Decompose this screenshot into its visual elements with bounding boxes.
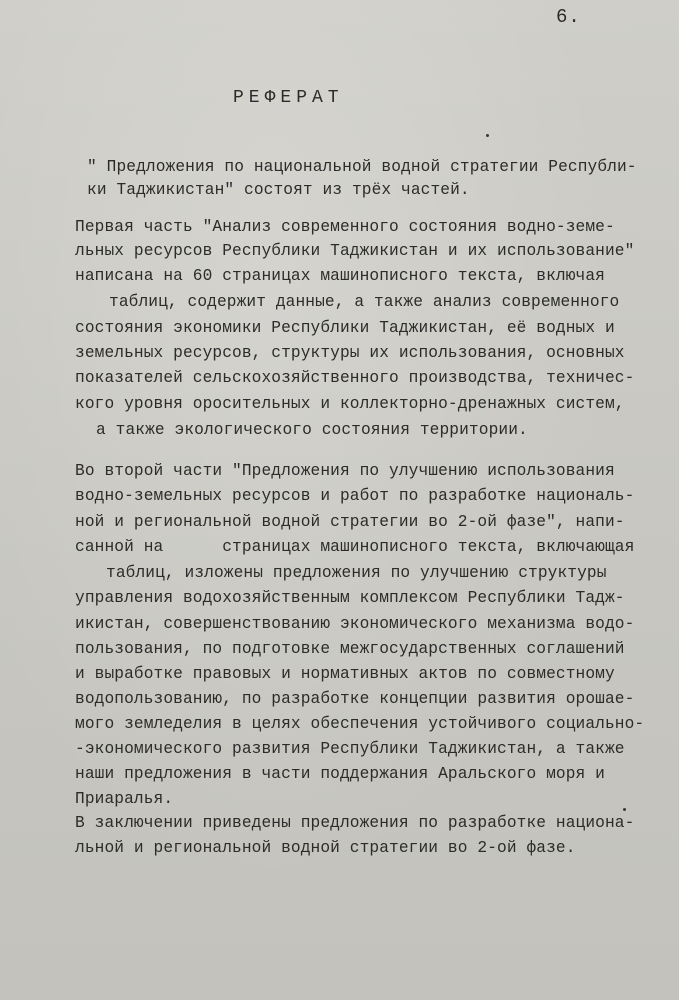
text-line: написана на 60 страницах машинописного текста, включая: [75, 267, 605, 285]
text-line: кого уровня оросительных и коллекторно-дренажных систем,: [75, 395, 625, 413]
text-line: " Предложения по национальной водной стратегии Республи-: [87, 158, 637, 176]
text-line: управления водохозяйственным комплексом Республики Тадж-: [75, 589, 625, 607]
page-number: 6.: [556, 6, 581, 28]
text-line: санной на страницах машинописного текста, включающая: [75, 538, 635, 556]
document-title: РЕФЕРАТ: [233, 88, 344, 108]
text-line: пользования, по подготовке межгосударственных соглашений: [75, 640, 625, 658]
text-line: -экономического развития Республики Таджикистан, а также: [75, 740, 625, 758]
text-line: состояния экономики Республики Таджикистан, её водных и: [75, 319, 615, 337]
text-line: а также экологического состояния территории.: [96, 421, 528, 439]
text-line: Во второй части "Предложения по улучшению использования: [75, 462, 615, 480]
text-line: льной и региональной водной стратегии во 2-ой фазе.: [75, 839, 576, 857]
ink-speck: [486, 134, 489, 137]
text-line: ки Таджикистан" состоят из трёх частей.: [87, 181, 470, 199]
text-line: и выработке правовых и нормативных актов по совместному: [75, 665, 615, 683]
text-line: водопользованию, по разработке концепции развития орошае-: [75, 690, 635, 708]
text-line: мого земледелия в целях обеспечения устойчивого социально-: [75, 715, 645, 733]
text-line: Первая часть "Анализ современного состояния водно-земе-: [75, 218, 615, 236]
text-line: водно-земельных ресурсов и работ по разработке националь-: [75, 487, 635, 505]
text-line: льных ресурсов Республики Таджикистан и их использование": [75, 242, 635, 260]
text-line: земельных ресурсов, структуры их использования, основных: [75, 344, 625, 362]
text-line: таблиц, изложены предложения по улучшению структуры: [106, 564, 607, 582]
text-line: икистан, совершенствованию экономического механизма водо-: [75, 615, 635, 633]
text-line: ной и региональной водной стратегии во 2-ой фазе", напи-: [75, 513, 625, 531]
text-line: наши предложения в части поддержания Аральского моря и: [75, 765, 605, 783]
text-line: таблиц, содержит данные, а также анализ современного: [109, 293, 620, 311]
text-line: В заключении приведены предложения по разработке национа-: [75, 814, 635, 832]
text-line: показателей сельскохозяйственного производства, техничес-: [75, 369, 635, 387]
text-line: Приаралья.: [75, 790, 174, 808]
ink-speck: [623, 808, 626, 811]
